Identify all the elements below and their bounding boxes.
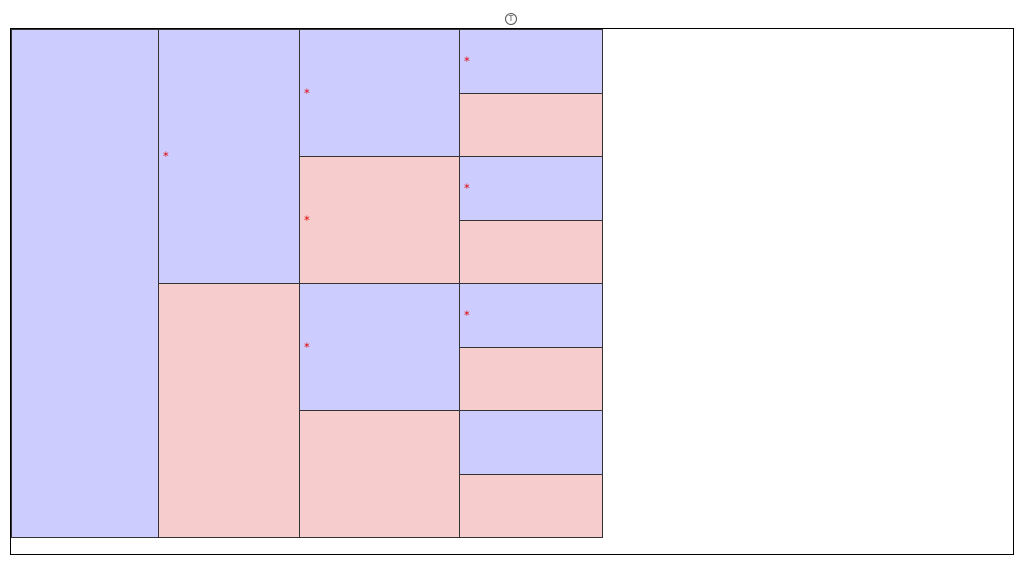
pedigree-table — [10, 28, 1014, 555]
pedigree-cell-g4 — [459, 220, 603, 284]
pedigree-cell-g4 — [459, 283, 603, 348]
pedigree-cell-g3 — [299, 29, 460, 157]
photo-available-marker[interactable]: * — [464, 181, 470, 195]
pedigree-cell-g4 — [459, 93, 603, 157]
photo-available-marker[interactable]: * — [304, 212, 310, 227]
photo-available-marker[interactable]: * — [304, 85, 310, 100]
pedigree-cell-g2 — [158, 283, 300, 538]
photo-available-marker[interactable]: * — [304, 339, 310, 354]
pedigree-cell-g2 — [158, 29, 300, 284]
pedigree-cell-g3 — [299, 410, 460, 538]
ancestor-line — [464, 309, 598, 322]
ancestor-line — [464, 55, 598, 68]
pedigree-cell-g4 — [459, 347, 603, 411]
photo-available-marker[interactable]: * — [163, 149, 169, 163]
ancestor-line — [163, 150, 295, 163]
tooltip-info-icon[interactable]: T — [505, 13, 517, 25]
pedigree-cell-g4 — [459, 29, 603, 94]
pedigree-cell-g3 — [299, 283, 460, 411]
ancestor-line — [464, 182, 598, 195]
photo-available-marker[interactable]: * — [464, 54, 470, 68]
ancestor-line — [304, 87, 455, 100]
page-title — [0, 4, 1024, 28]
photo-available-marker[interactable]: * — [464, 308, 470, 322]
pedigree-cell-g1 — [11, 29, 159, 538]
pedigree-cell-g4 — [459, 474, 603, 538]
pedigree-cell-g4 — [459, 410, 603, 475]
pedigree-cell-g3 — [299, 156, 460, 284]
ancestor-line — [304, 214, 455, 227]
pedigree-cell-g4 — [459, 156, 603, 221]
ancestor-line — [304, 341, 455, 354]
